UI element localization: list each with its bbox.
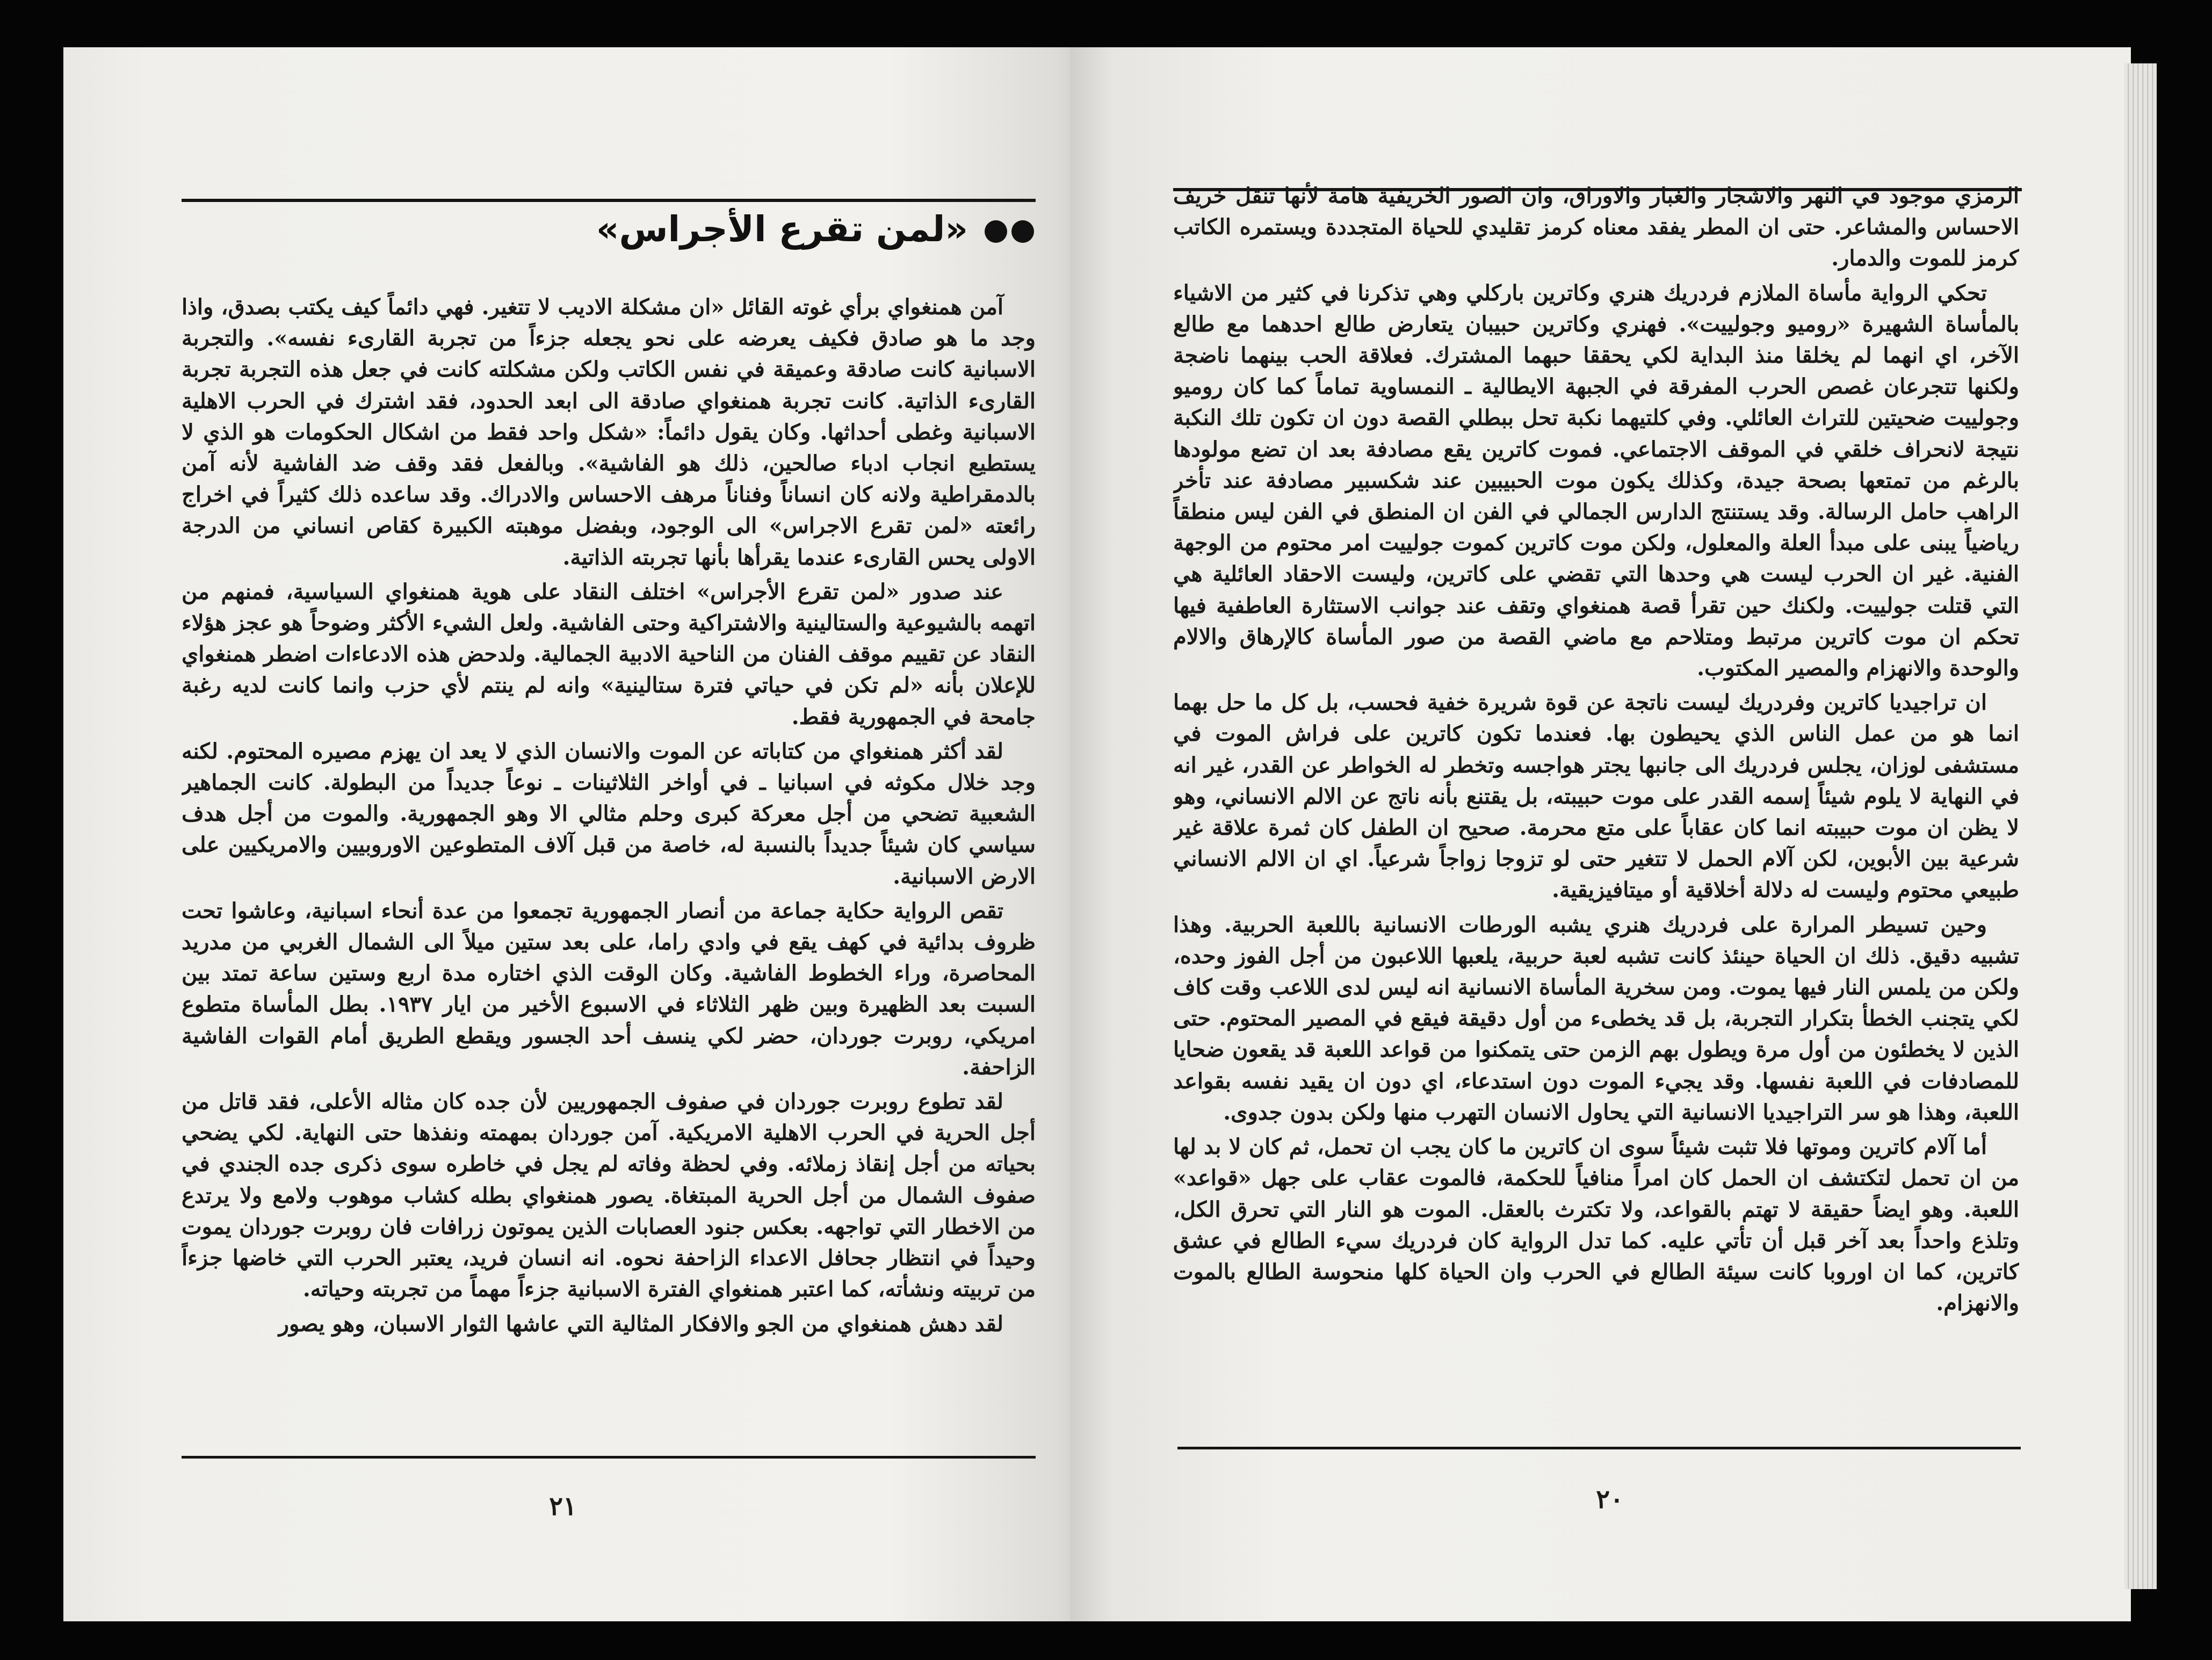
paragraph: عند صدور «لمن تقرع الأجراس» اختلف النقاد على هوية همنغواي السياسية، فمنهم من اتهمه بالشيوعية والستالينية والاشتراكية وحتى الفاشية. ولعل الشيء الأكثر وضوحاً هو عجز هؤلاء النقاد عن تقييم موقف الفنان من الناحية الادبية الجمالية. ولدحض هذه الادعاءات اضطر همنغواي للإعلان بأنه «لم تكن في حياتي فترة ستالينية» وانه لم ينتم لأي حزب وانما كانت لديه رغبة جامحة في الجمهورية فقط. (182, 579, 1036, 730)
page-number-right: ٢٠ (1596, 1484, 1624, 1514)
left-bottom-rule (182, 1456, 1036, 1459)
paragraph: لقد أكثر همنغواي من كتاباته عن الموت والانسان الذي لا يعد ان يهزم مصيره المحتوم. لكنه وجد خلال مكوثه في اسبانيا ـ في أواخر الثلاثينات ـ نوعاً جديداً من البطولة. كانت الجماهير الشعبية تضحي من أجل معركة كبرى وحلم مثالي الا وهو الجمهورية. والموت من أجل هدف سياسي كان شيئاً جديداً بالنسبة له، خاصة من قبل آلاف المتطوعين الاوروبيين والامريكيين على الارض الاسبانية. (182, 738, 1036, 889)
right-bottom-rule (1177, 1447, 2021, 1449)
left-page (63, 47, 1097, 1621)
left-top-rule (182, 199, 1036, 202)
paragraph: آمن همنغواي برأي غوته القائل «ان مشكلة الاديب لا تتغير. فهي دائماً كيف يكتب بصدق، واذا وجد ما هو صادق فكيف يعرضه على نحو يجعله جزءاً من تجربة القارىء نفسه». والتجربة الاسبانية كانت صادقة وعميقة في نفس الكاتب ولكن مشكلته كانت في جعل هذه التجربة تجربة القارىء الذاتية. كانت تجربة همنغواي صادقة الى ابعد الحدود، فقد اشترك في الحرب الاهلية الاسبانية وغطى أحداثها. وكان يقول دائماً: «شكل واحد فقط من اشكال الحكومات هو الذي لا يستطيع انجاب ادباء صالحين، ذلك هو الفاشية». وبالفعل فقد وقف ضد الفاشية لأنه آمن بالدمقراطية ولانه كان انساناً وفناناً مرهف الاحساس والادراك. وقد ساعده ذلك كثيراً في اخراج رائعته «لمن تقرع الاجراس» الى الوجود، وبفضل موهبته الكبيرة كقاص انساني من الدرجة الاولى يحس القارىء عندما يقرأها بأنها تجربته الذاتية. (182, 294, 1036, 570)
bullet-icon (985, 220, 1007, 243)
right-page (1070, 47, 2131, 1621)
chapter-title (596, 208, 1034, 250)
right-page-body (1173, 181, 2019, 1448)
chapter-title-text: «لمن تقرع الأجراس» (596, 208, 968, 250)
bullet-icon (1011, 220, 1034, 243)
paragraph: الرمزي موجود في النهر والاشجار والغبار والاوراق، وان الصور الخريفية هامة لأنها تنقل خريف الاحساس والمشاعر. حتى ان المطر يفقد معناه كرمز تقليدي للحياة المتجددة ويستمره الكاتب كرمز للموت والدمار. (1173, 183, 2019, 271)
paragraph: ان تراجيديا كاترين وفردريك ليست ناتجة عن قوة شريرة خفية فحسب، بل كل ما حل بهما انما هو من عمل الناس الذي يحيطون بها. فعندما تكون كاترين على فراش الموت في مستشفى لوزان، يجلس فردريك الى جانبها يجتر هواجسه وتخطر له الخواطر عن القدر، غير انه في النهاية لا يلوم شيئاً إسمه القدر على موت حبيبته، بل يقتنع بأنه ناتج عن الالم الانساني، وهو لا يظن ان موت حبيبته انما كان عقاباً على متع محرمة. صحيح ان الطفل كان ثمرة علاقة غير شرعية بين الأبوين، لكن آلام الحمل لا تتغير حتى لو تزوجا زواجاً شرعياً. اي ان الالم الانساني طبيعي محتوم وليست له دلالة أخلاقية أو ميتافيزيقية. (1173, 690, 2019, 903)
paragraph: لقد دهش همنغواي من الجو والافكار المثالية التي عاشها الثوار الاسبان، وهو يصور (278, 1311, 1003, 1337)
paragraph: تحكي الرواية مأساة الملازم فردريك هنري وكاترين باركلي وهي تذكرنا في كثير من الاشياء بالمأساة الشهيرة «روميو وجولييت». فهنري وكاترين حبيبان يتعارض طالع احدهما مع طالع الآخر، اي انهما لم يخلقا منذ البداية لكي يحققا حبهما المشترك. فعلاقة الحب بينهما ناضجة ولكنها تتجرعان غصص الحرب المفرقة في الجبهة الايطالية ـ النمساوية تماماً كما كان روميو وجولييت ضحيتين للتراث العائلي. وفي كلتيهما نكبة تحل ببطلي القصة دون ان تكون تلك النكبة نتيجة لانحراف خلقي في الموقف الاجتماعي. فموت كاترين يقع مصادفة بعد ان تضع مولودها بالرغم من تمتعها بصحة جيدة، وكذلك يكون موت الحبيبين عند شكسبير مصادفة عند تأخر الراهب حامل الرسالة. وقد يستنتج الدارس الجمالي في الفن ان المنطق في الفن ليس منطقاً رياضياً يبنى على مبدأ العلة والمعلول، ولكن موت كاترين كموت جولييت امر محتوم من الوجهة الفنية. غير ان الحرب ليست هي وحدها التي تقضي على كاترين، وليست الاحقاد العائلية هي التي قتلت جولييت. ولكنك حين تقرأ قصة همنغواي وتقف عند جوانب الاستثارة العاطفية فيها تحكم ان موت كاترين مرتبط ومتلاحم مع ماضي القصة من صور المأساة كالإرهاق والالام والوحدة والانهزام والمصير المكتوب. (1173, 280, 2019, 681)
paragraph: لقد تطوع روبرت جوردان في صفوف الجمهوريين لأن جده كان مثاله الأعلى، فقد قاتل من أجل الحرية في الحرب الاهلية الامريكية. آمن جوردان بمهمته ونفذها حتى النهاية. لكي يضحي بحياته من أجل إنقاذ زملائه. وفي لحظة وفاته لم يجل في خاطره سوى ذكرى جده الجندي في صفوف الشمال من أجل الحرية المبتغاة. يصور همنغواي بطله كشاب موهوب ولامع ولا يرتدع من الاخطار التي تواجهه. بعكس جنود العصابات الذين يموتون زرافات فان روبرت جوردان يموت وحيداً في انتظار جحافل الاعداء الزاحفة نحوه. انه انسان فريد، يعتبر الحرب التي خاضها جزءاً من تربيته ونشأته، كما اعتبر همنغواي الفترة الاسبانية جزءاً مهماً من تجربته وحياته. (182, 1089, 1036, 1302)
page-number-left: ٢١ (549, 1491, 577, 1521)
stacked-page-edges (2124, 63, 2157, 1589)
paragraph: أما آلام كاترين وموتها فلا تثبت شيئاً سوى ان كاترين ما كان يجب ان تحمل، ثم كان لا بد لها من ان تحمل لتكتشف ان الحمل كان امراً منافياً للحكمة، فالموت عقاب على جهل «قواعد» اللعبة. وهو ايضاً حقيقة لا تهتم بالقواعد، ولا تكترث بالعقل. الموت هو النار التي تحرق الكل، وتلذع واحداً بعد آخر قبل أن تأتي عليه. كما تدل الرواية كان فردريك سيء الطالع في عشق كاترين، كما ان اوروبا كانت سيئة الطالع في الحرب وان الحياة كلها منحوسة الطالع بالموت والانهزام. (1173, 1134, 2019, 1316)
left-page-body (182, 292, 1036, 1431)
paragraph: وحين تسيطر المرارة على فردريك هنري يشبه الورطات الانسانية باللعبة الحربية. وهذا تشبيه دقيق. ذلك ان الحياة حينئذ كانت تشبه لعبة حربية، يلعبها اللاعبون من أجل الفوز وحده، ولكن من يلمس النار فيها يموت. ومن سخرية المأساة الانسانية انه ليس لدى اللاعب وقت كاف لكي يتجنب الخطأ بتكرار التجربة، بل قد يخطىء من أول دقيقة فيقع في المصير المحتوم. حتى الذين لا يخطئون من أول مرة ويطول بهم الزمن حتى يتمكنوا من قواعد اللعبة قد يقعون ضحايا للمصادفات في اللعبة نفسها. وقد يجيء الموت دون استدعاء، اي دون ان يقيد نفسه بقواعد اللعبة، وهذا هو سر التراجيديا الانسانية التي يحاول الانسان التهرب منها ولكن بدون جدوى. (1173, 912, 2019, 1125)
paragraph: تقص الرواية حكاية جماعة من أنصار الجمهورية تجمعوا من عدة أنحاء اسبانية، وعاشوا تحت ظروف بدائية في كهف يقع في وادي راما، على بعد ستين ميلاً الى الشمال الغربي من مدريد المحاصرة، وراء الخطوط الفاشية. وكان الوقت الذي اختاره مدة اربع وستين ساعة تمتد بين السبت بعد الظهيرة وبين ظهر الثلاثاء في الاسبوع الأخير من ايار ١٩٣٧. بطل المأساة متطوع امريكي، روبرت جوردان، حضر لكي ينسف أحد الجسور ويقطع الطريق أمام القوات الفاشية الزاحفة. (182, 898, 1036, 1080)
